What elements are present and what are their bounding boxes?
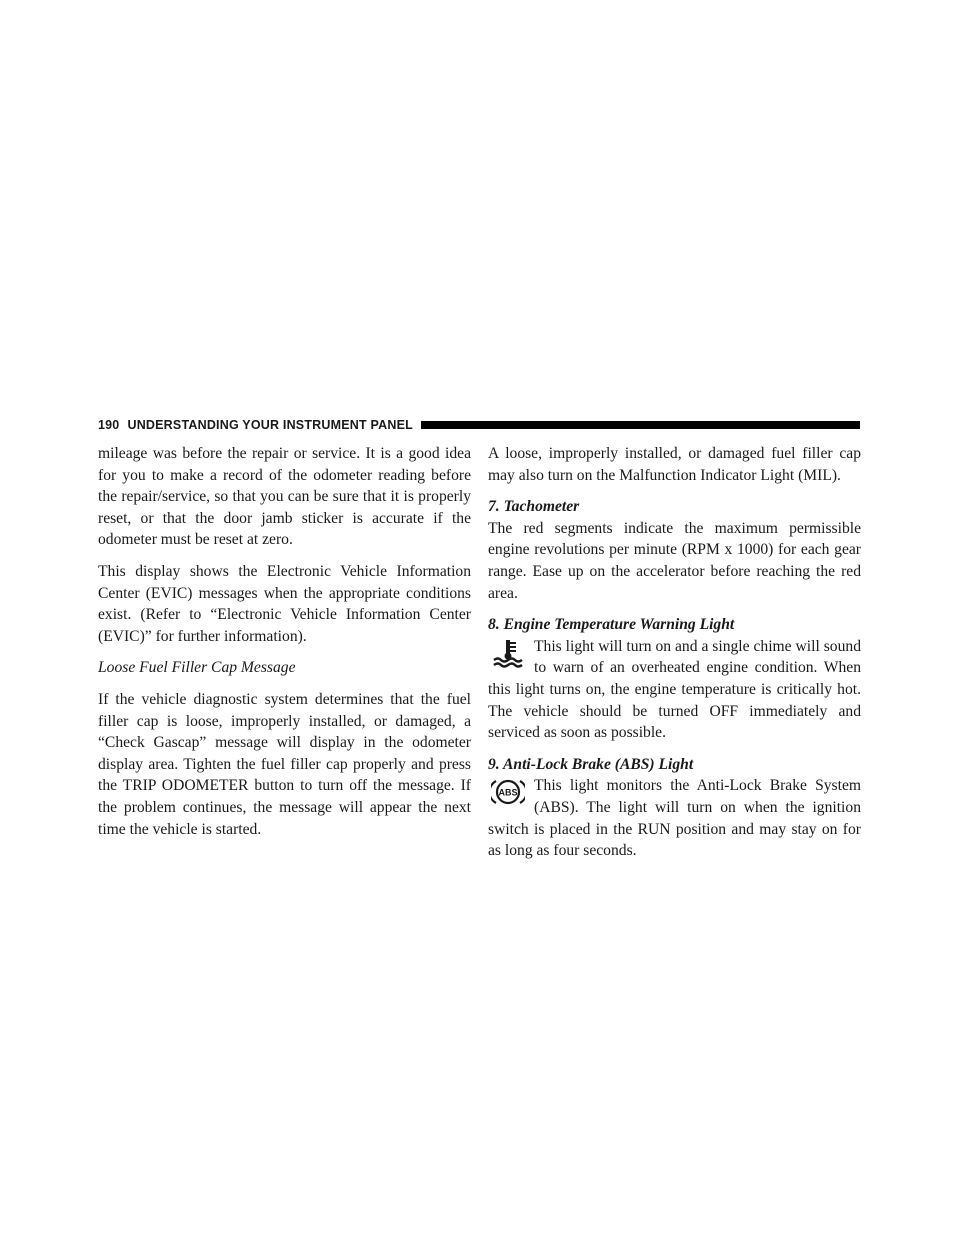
header-rule (421, 421, 860, 429)
abs-icon-label: ABS (498, 787, 518, 798)
paragraph-tachometer: The red segments indicate the maximum permissible engine revolutions per minute (RPM x 1000) for each gear range. Ease up on the accelerator before reaching the red area. (488, 519, 861, 602)
page-number: 190 (98, 418, 120, 432)
paragraph-fuel-cap: If the vehicle diagnostic system determines that the fuel filler cap is loose, improperly installed, or damaged, a “Check Gascap” message will display in the odometer display area. Tighten the fuel filler cap properly and press the TRIP ODOMETER button to turn off the message. If the problem continues, the message will appear the next time the vehicle is started. (98, 690, 471, 838)
heading-engine-temp: 8. Engine Temperature Warning Light (488, 616, 735, 634)
section-title: UNDERSTANDING YOUR INSTRUMENT PANEL (127, 418, 413, 432)
paragraph-engine-temp: This light will turn on and a single chime will sound to warn of an overheated engine condition. When this light turns on, the engine temperature is critically hot. The vehicle should be turned OFF immediately and serviced as soon as possible. (488, 637, 861, 742)
paragraph-abs: This light monitors the Anti-Lock Brake System (ABS). The light will turn on when the ignition switch is placed in the RUN position and may stay on for as long as four seconds. (488, 777, 861, 860)
paragraph-mil: A loose, improperly installed, or damaged fuel filler cap may also turn on the Malfunction Indicator Light (MIL). (488, 445, 861, 484)
paragraph-evic: This display shows the Electronic Vehicle Information Center (EVIC) messages when the appropriate conditions exist. (Refer to “Electronic Vehicle Information Center (EVIC)” for further information). (98, 562, 471, 645)
heading-abs: 9. Anti-Lock Brake (ABS) Light (488, 755, 694, 773)
engine-temperature-icon (488, 638, 528, 678)
right-column (488, 443, 861, 872)
subheading-fuel-cap: Loose Fuel Filler Cap Message (98, 659, 296, 677)
heading-tachometer: 7. Tachometer (488, 498, 580, 516)
abs-icon (488, 777, 528, 817)
page-header (98, 418, 860, 432)
paragraph-odometer-record: mileage was before the repair or service. It is a good idea for you to make a record of the odometer reading before the repair/service, so that you can be sure that it is properly reset, or that the door jamb sticker is accurate if the odometer must be reset at zero. (98, 445, 471, 549)
left-column (98, 443, 471, 850)
